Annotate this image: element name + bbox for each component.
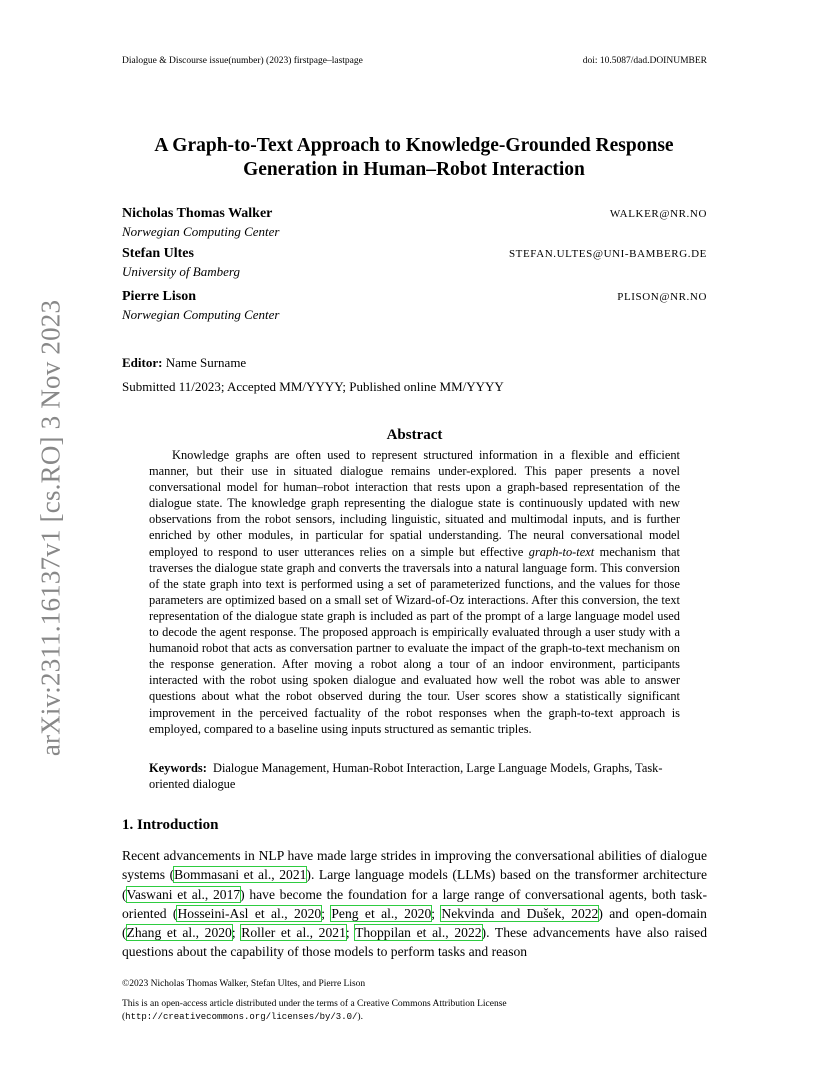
- author-block-2: [122, 246, 707, 280]
- intro-text: ) have become the foundation for a large range of conversational agents, both task-oriented (: [122, 886, 707, 921]
- keywords-list: Dialogue Management, Human-Robot Interaction, Large Language Models, Graphs, Task-oriented dialogue: [149, 761, 663, 792]
- author-name: Nicholas Thomas Walker: [122, 206, 273, 221]
- editor-label: Editor:: [122, 355, 163, 370]
- author-email: WALKER@NR.NO: [609, 208, 707, 220]
- intro-text: ). These advancements have also raised questions about the capability of those models to perform tasks and reason: [122, 925, 707, 960]
- title-line-1: A Graph-to-Text Approach to Knowledge-Grounded Response: [154, 135, 674, 156]
- intro-separator: ;: [345, 925, 356, 941]
- abstract-part-2: mechanism that traverses the dialogue state graph and converts the traversals into a natural language form. This conversion of the state graph into text is performed using a set of parameterized functions, and the values for those parameters are optimized based on a small set of Wizard-of-Oz interactions. After this conversion, the text representation of the dialogue state graph is included as part of the prompt of a large language model used to decode the agent response. The proposed approach is empirically evaluated through a user study with a humanoid robot that acts as conversation partner to evaluate the impact of the graph-to-text mechanism on the response generation. After moving a robot along a tour of an indoor environment, participants interacted with the robot using spoken dialogue and evaluated how well the robot was able to answer questions about what the robot observed during the tour. User scores show a statistically significant improvement in the perceived factuality of the robot responses when the graph-to-text approach is employed, compared to a baseline using inputs structured as semantic triples.: [149, 544, 680, 736]
- abstract-heading: Abstract: [386, 427, 443, 443]
- submission-dates: Submitted 11/2023; Accepted MM/YYYY; Published online MM/YYYY: [122, 379, 504, 394]
- intro-separator: ;: [431, 905, 442, 921]
- paper-title: [122, 134, 706, 182]
- running-header-journal: Dialogue & Discourse issue(number) (2023) firstpage–lastpage: [122, 56, 363, 66]
- citation-link[interactable]: Roller et al., 2021: [241, 925, 346, 941]
- section-heading: 1. Introduction: [122, 817, 219, 833]
- abstract-text: [149, 447, 680, 737]
- citation-link[interactable]: Nekvinda and Dušek, 2022: [441, 905, 599, 921]
- author-name: Pierre Lison: [122, 289, 197, 304]
- running-header-doi: doi: 10.5087/dad.DOINUMBER: [582, 56, 707, 66]
- editor-name: Name Surname: [165, 355, 247, 370]
- license-url[interactable]: http://creativecommons.org/licenses/by/3.0/: [125, 1012, 358, 1022]
- intro-text: ) and open-domain (: [122, 905, 707, 941]
- keywords-line: [149, 760, 680, 792]
- abstract-part-1: Knowledge graphs are often used to represent structured information in a flexible and efficient manner, but their use in situated dialogue remains under-explored. This paper presents a novel conversational model for human–robot interaction that rests upon a graph-based representation of the dialogue state. The knowledge graph representing the dialogue state is continuously updated with new observations from the robot sensors, including linguistic, situated and multimodal inputs, and is further enriched by other modules, in particular for spatial understanding. The neural conversational model employed to respond to user utterances relies on a simple but effective: [149, 448, 680, 559]
- arxiv-stamp: arXiv:2311.16137v1 [cs.RO] 3 Nov 2023: [35, 299, 66, 757]
- license-paren: ).: [357, 1012, 363, 1022]
- author-block-1: [122, 206, 707, 240]
- intro-separator: ;: [231, 925, 242, 941]
- author-name: Stefan Ultes: [122, 246, 194, 261]
- citation-link[interactable]: Bommasani et al., 2021: [174, 867, 307, 883]
- intro-text: Recent advancements in NLP have made large strides in improving the conversational abilities of dialogue systems (: [122, 848, 707, 883]
- author-affiliation: Norwegian Computing Center: [122, 307, 280, 322]
- citation-link[interactable]: Zhang et al., 2020: [126, 925, 232, 941]
- title-line-2: Generation in Human–Robot Interaction: [243, 159, 585, 180]
- abstract-italic-term: graph-to-text: [528, 544, 595, 559]
- license-paren: (: [122, 1012, 126, 1022]
- author-email: PLISON@NR.NO: [617, 291, 707, 303]
- keywords-label: Keywords:: [149, 761, 207, 775]
- author-block-3: [122, 289, 707, 323]
- author-email: STEFAN.ULTES@UNI-BAMBERG.DE: [508, 248, 707, 260]
- author-affiliation: Norwegian Computing Center: [122, 224, 280, 239]
- introduction-paragraph: [122, 846, 707, 962]
- intro-separator: ;: [321, 905, 332, 921]
- license-text: This is an open-access article distributed under the terms of a Creative Commons Attribution License: [122, 999, 507, 1009]
- copyright-notice: ©2023 Nicholas Thomas Walker, Stefan Ultes, and Pierre Lison: [122, 979, 366, 989]
- citation-link[interactable]: Hosseini-Asl et al., 2020: [177, 905, 322, 921]
- editor-line: [122, 355, 246, 371]
- citation-link[interactable]: Vaswani et al., 2017: [126, 886, 241, 902]
- author-affiliation: University of Bamberg: [122, 264, 240, 279]
- citation-link[interactable]: Peng et al., 2020: [331, 905, 432, 921]
- license-notice: [122, 998, 507, 1024]
- license-url-line: [122, 1011, 507, 1024]
- citation-link[interactable]: Thoppilan et al., 2022: [355, 925, 482, 941]
- intro-text: ). Large language models (LLMs) based on the transformer architecture (: [122, 867, 707, 902]
